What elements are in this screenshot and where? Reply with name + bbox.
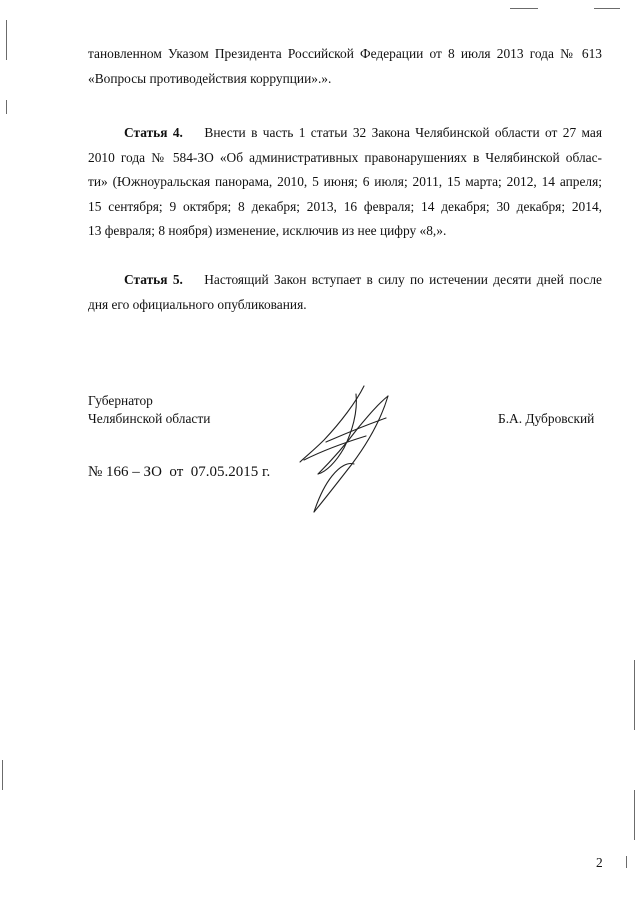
text-line: ти» (Южноуральская панорама, 2010, 5 июня; 6 июля; 2011, 15 марта; 2012, 14 апреля; — [88, 174, 602, 189]
article-text: Внести в часть 1 статьи 32 Закона Челябинской области от 27 мая — [204, 125, 602, 140]
scan-edge-mark — [634, 660, 635, 730]
text-line: 2010 года № 584-ЗО «Об административных правонарушениях в Челябинской облас- — [88, 149, 602, 165]
signatory-title-line: Губернатор — [88, 393, 153, 408]
article-label: Статья 5. — [124, 272, 183, 287]
text-line: тановленном Указом Президента Российской Федерации от 8 июля 2013 года № 613 — [88, 46, 602, 61]
text-line — [88, 121, 602, 146]
signatory-title — [88, 392, 210, 428]
scan-edge-mark — [6, 20, 7, 60]
signatory-name: Б.А. Дубровский — [498, 411, 595, 426]
article-5 — [88, 268, 602, 317]
text-line: «Вопросы противодействия коррупции».». — [88, 70, 332, 86]
text-line — [88, 268, 602, 293]
signatory-title-line: Челябинской области — [88, 411, 211, 426]
text-line: дня его официального опубликования. — [88, 296, 307, 312]
scan-edge-mark — [634, 790, 635, 840]
article-text: Настоящий Закон вступает в силу по истечении десяти дней после — [204, 272, 602, 287]
scan-edge-mark — [510, 8, 538, 9]
article-label: Статья 4. — [124, 125, 183, 140]
text-line: 15 сентября; 9 октября; 8 декабря; 2013, 16 февраля; 14 декабря; 30 декабря; 2014, — [88, 198, 602, 214]
law-number: № 166 – ЗО от 07.05.2015 г. — [88, 464, 271, 480]
page-number: 2 — [596, 855, 603, 870]
scan-edge-mark — [2, 760, 3, 790]
text-line: 13 февраля; 8 ноября) изменение, исключив из нее цифру «8,». — [88, 223, 447, 238]
article-4 — [88, 121, 602, 244]
scan-edge-mark — [626, 856, 627, 868]
handwritten-signature — [296, 382, 406, 517]
paragraph-continuation — [88, 42, 602, 91]
scan-edge-mark — [594, 8, 620, 9]
scan-edge-mark — [6, 100, 7, 114]
